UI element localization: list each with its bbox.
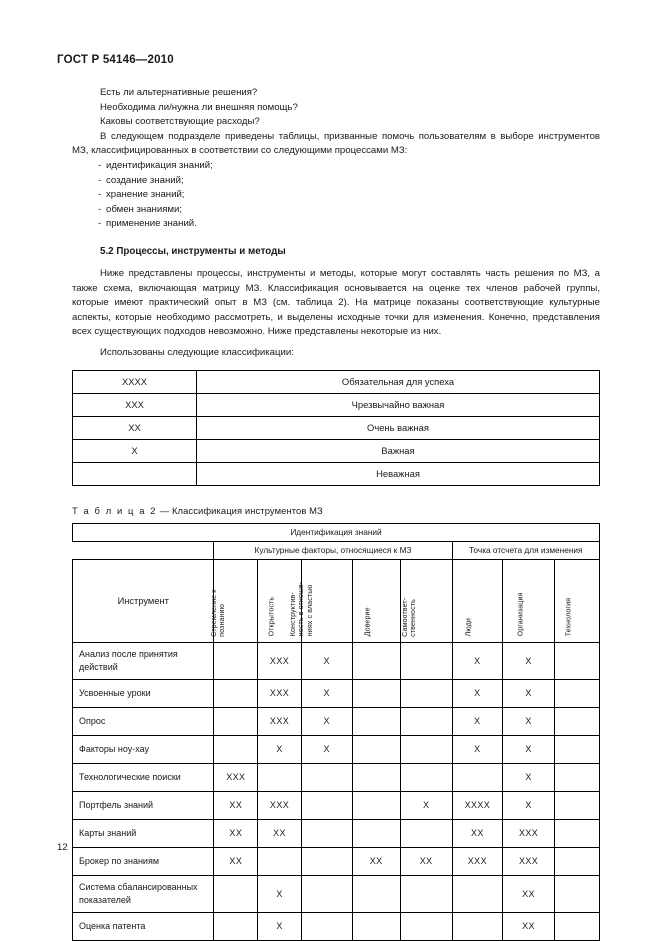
classification-code: XX xyxy=(73,416,197,439)
matrix-cell xyxy=(352,735,400,763)
matrix-cell xyxy=(554,679,599,707)
classification-code: X xyxy=(73,439,197,462)
table-row xyxy=(73,523,600,541)
table-row xyxy=(73,912,600,940)
classification-code: XXXX xyxy=(73,370,197,393)
matrix-cell xyxy=(214,735,258,763)
matrix-cell: XX xyxy=(400,847,452,875)
matrix-cell: X xyxy=(400,791,452,819)
matrix-cell xyxy=(301,763,352,791)
rotated-label xyxy=(565,598,573,637)
matrix-cell xyxy=(352,763,400,791)
matrix-tool-name: Портфель знаний xyxy=(73,791,214,819)
classification-meaning: Важная xyxy=(197,439,600,462)
matrix-cell xyxy=(400,679,452,707)
matrix-cell xyxy=(554,735,599,763)
matrix-column-header-striving xyxy=(210,559,258,642)
matrix-cell: X xyxy=(301,642,352,679)
classification-meaning: Чрезвычайно важная xyxy=(197,393,600,416)
question-line: Необходима ли/нужна ли внешняя помощь? xyxy=(100,101,298,113)
matrix-cell xyxy=(400,875,452,912)
matrix-tool-name: Карты знаний xyxy=(73,819,214,847)
matrix-tool-name: Анализ после принятия действий xyxy=(73,642,214,679)
matrix-cell: XX xyxy=(214,847,258,875)
table-caption-title: Классификация инструментов МЗ xyxy=(171,504,323,516)
matrix-cell xyxy=(554,707,599,735)
label-line: ственность xyxy=(409,598,418,637)
matrix-tool-name: Усвоенные уроки xyxy=(73,679,214,707)
matrix-cell xyxy=(301,791,352,819)
matrix-cell xyxy=(301,847,352,875)
matrix-cell xyxy=(400,763,452,791)
label-line: Самоответ- xyxy=(400,597,409,637)
rotated-label xyxy=(401,597,418,636)
matrix-cell: X xyxy=(301,707,352,735)
matrix-cell xyxy=(301,875,352,912)
intro-paragraph: В следующем подразделе приведены таблицы, призванные помочь пользователям в выборе инструментов МЗ, классифицированных в соответствии со следующими процессами МЗ: xyxy=(72,130,600,157)
matrix-cell xyxy=(352,912,400,940)
matrix-cell xyxy=(452,875,503,912)
matrix-cell: XX xyxy=(503,875,555,912)
table-row xyxy=(73,679,600,707)
label-line: Доверие xyxy=(363,607,372,637)
matrix-cell xyxy=(352,642,400,679)
matrix-cell xyxy=(554,847,599,875)
classification-code: XXX xyxy=(73,393,197,416)
table-row xyxy=(73,847,600,875)
matrix-cell xyxy=(352,707,400,735)
process-list xyxy=(72,159,600,232)
matrix-cell xyxy=(214,875,258,912)
matrix-cell: XXX xyxy=(214,763,258,791)
matrix-cell: X xyxy=(503,791,555,819)
matrix-cell: X xyxy=(452,707,503,735)
classification-table-body xyxy=(73,370,600,485)
matrix-group-cultural: Культурные факторы, относящиеся к МЗ xyxy=(214,541,452,559)
matrix-cell xyxy=(301,912,352,940)
matrix-cell xyxy=(258,847,302,875)
table-row xyxy=(73,707,600,735)
matrix-cell xyxy=(554,642,599,679)
matrix-cell: X xyxy=(452,642,503,679)
matrix-table-body xyxy=(73,642,600,940)
matrix-cell xyxy=(452,763,503,791)
matrix-cell: X xyxy=(452,679,503,707)
matrix-cell xyxy=(400,707,452,735)
table-row xyxy=(73,462,600,485)
matrix-cell: X xyxy=(503,735,555,763)
section-heading: 5.2 Процессы, инструменты и методы xyxy=(100,245,286,257)
table-row xyxy=(73,642,600,679)
rotated-label xyxy=(516,593,524,637)
matrix-cell xyxy=(554,791,599,819)
matrix-cell: X xyxy=(258,735,302,763)
matrix-cell: XXX xyxy=(258,791,302,819)
label-line: ниях с властью xyxy=(305,584,314,637)
list-item: - хранение знаний; xyxy=(72,188,600,203)
table-caption xyxy=(72,505,600,516)
label-line: Конструктив- xyxy=(288,592,297,637)
table-caption-label: Т а б л и ц а 2 xyxy=(72,504,158,516)
matrix-tool-name: Опрос xyxy=(73,707,214,735)
matrix-cell: X xyxy=(503,763,555,791)
matrix-cell xyxy=(352,875,400,912)
label-line: Организация xyxy=(516,592,525,637)
matrix-column-header-people xyxy=(452,559,503,642)
matrix-tool-name: Система сбалансированных показателей xyxy=(73,875,214,912)
matrix-group-reference: Точка отсчета для изменения xyxy=(452,541,599,559)
matrix-cell: X xyxy=(503,679,555,707)
table-row xyxy=(73,875,600,912)
table-row xyxy=(73,439,600,462)
matrix-cell: XX xyxy=(352,847,400,875)
matrix-cell: X xyxy=(301,735,352,763)
matrix-cell xyxy=(554,875,599,912)
matrix-column-header-trust xyxy=(352,559,400,642)
matrix-cell: XXX xyxy=(258,642,302,679)
matrix-column-header-self-responsibility xyxy=(400,559,452,642)
matrix-cell xyxy=(214,707,258,735)
page-number: 12 xyxy=(57,842,68,853)
matrix-column-header-technology xyxy=(554,559,599,642)
matrix-tool-name: Технологические поиски xyxy=(73,763,214,791)
table-row xyxy=(73,541,600,559)
label-line: Стремление к xyxy=(210,589,219,637)
list-item: - создание знаний; xyxy=(72,174,600,189)
matrix-cell xyxy=(554,763,599,791)
list-item: - применение знаний. xyxy=(72,217,600,232)
matrix-cell: XXX xyxy=(503,847,555,875)
matrix-top-group: Идентификация знаний xyxy=(73,523,600,541)
label-line: познанию xyxy=(218,603,227,637)
label-line: Люди xyxy=(464,618,473,637)
classification-lead-in: Использованы следующие классификации: xyxy=(100,346,294,358)
matrix-cell: XXX xyxy=(258,707,302,735)
question-line: Каковы соответствующие расходы? xyxy=(100,116,260,128)
matrix-cell xyxy=(258,763,302,791)
matrix-cell: XX xyxy=(214,819,258,847)
table-row xyxy=(73,559,600,642)
matrix-cell xyxy=(400,912,452,940)
matrix-cell xyxy=(452,912,503,940)
classification-meaning: Неважная xyxy=(197,462,600,485)
classification-table xyxy=(72,370,600,486)
classification-meaning: Обязательная для успеха xyxy=(197,370,600,393)
page-header: ГОСТ Р 54146—2010 xyxy=(57,54,174,66)
matrix-cell: X xyxy=(503,707,555,735)
matrix-column-header-organization xyxy=(503,559,555,642)
rotated-label xyxy=(267,597,275,637)
rotated-label xyxy=(289,582,314,636)
list-item: - идентификация знаний; xyxy=(72,159,600,174)
matrix-cell: XXX xyxy=(258,679,302,707)
matrix-cell xyxy=(400,735,452,763)
matrix-cell xyxy=(554,912,599,940)
rotated-label xyxy=(211,589,228,636)
table-row xyxy=(73,763,600,791)
matrix-tool-name: Оценка патента xyxy=(73,912,214,940)
list-item: - обмен знаниями; xyxy=(72,203,600,218)
table-row xyxy=(73,819,600,847)
label-line: ность в отноше- xyxy=(297,582,306,637)
table-row xyxy=(73,416,600,439)
rotated-label xyxy=(364,607,372,636)
matrix-cell: X xyxy=(452,735,503,763)
table-caption-dash: — xyxy=(159,504,170,516)
matrix-cell xyxy=(214,679,258,707)
table-row xyxy=(73,370,600,393)
matrix-cell: XXX xyxy=(452,847,503,875)
label-line: Открытость xyxy=(267,596,276,637)
matrix-cell: XXXX xyxy=(452,791,503,819)
table-row xyxy=(73,735,600,763)
matrix-cell: X xyxy=(301,679,352,707)
matrix-cell: XX xyxy=(214,791,258,819)
classification-meaning: Очень важная xyxy=(197,416,600,439)
matrix-cell xyxy=(554,819,599,847)
matrix-cell: XX xyxy=(452,819,503,847)
matrix-cell: XXX xyxy=(503,819,555,847)
rotated-label xyxy=(465,618,473,636)
matrix-tool-header: Инструмент xyxy=(73,559,214,642)
classification-code xyxy=(73,462,197,485)
matrix-cell xyxy=(400,819,452,847)
matrix-cell xyxy=(352,679,400,707)
question-line: Есть ли альтернативные решения? xyxy=(100,87,258,98)
matrix-table xyxy=(72,523,600,941)
page-content xyxy=(72,86,600,941)
matrix-cell xyxy=(352,819,400,847)
matrix-cell: XX xyxy=(258,819,302,847)
matrix-cell xyxy=(400,642,452,679)
matrix-cell xyxy=(301,819,352,847)
label-line: Технология xyxy=(564,597,573,637)
matrix-cell: XX xyxy=(503,912,555,940)
matrix-column-header-constructiveness xyxy=(288,559,352,642)
table-row xyxy=(73,393,600,416)
matrix-cell: X xyxy=(503,642,555,679)
matrix-cell: X xyxy=(258,875,302,912)
matrix-table-head xyxy=(73,523,600,642)
matrix-cell xyxy=(352,791,400,819)
table-row xyxy=(73,791,600,819)
matrix-cell: X xyxy=(258,912,302,940)
matrix-tool-name: Факторы ноу-хау xyxy=(73,735,214,763)
matrix-cell xyxy=(214,642,258,679)
matrix-tool-name: Брокер по знаниям xyxy=(73,847,214,875)
section-paragraph: Ниже представлены процессы, инструменты и методы, которые могут составлять часть решения по МЗ, а также схема, включающая матрицу МЗ. Классификация основывается на оценке тех членов рабочей группы, которые имеют практический опыт в МЗ (см. таблица 2). На матрице показаны соответствующие культурные аспекты, которые необходимо рассмотреть, и выделены исходные точки для изменения. Конечно, представления всех существующих подходов невозможно. Ниже представлены некоторые из них. xyxy=(72,267,600,338)
matrix-cell xyxy=(214,912,258,940)
